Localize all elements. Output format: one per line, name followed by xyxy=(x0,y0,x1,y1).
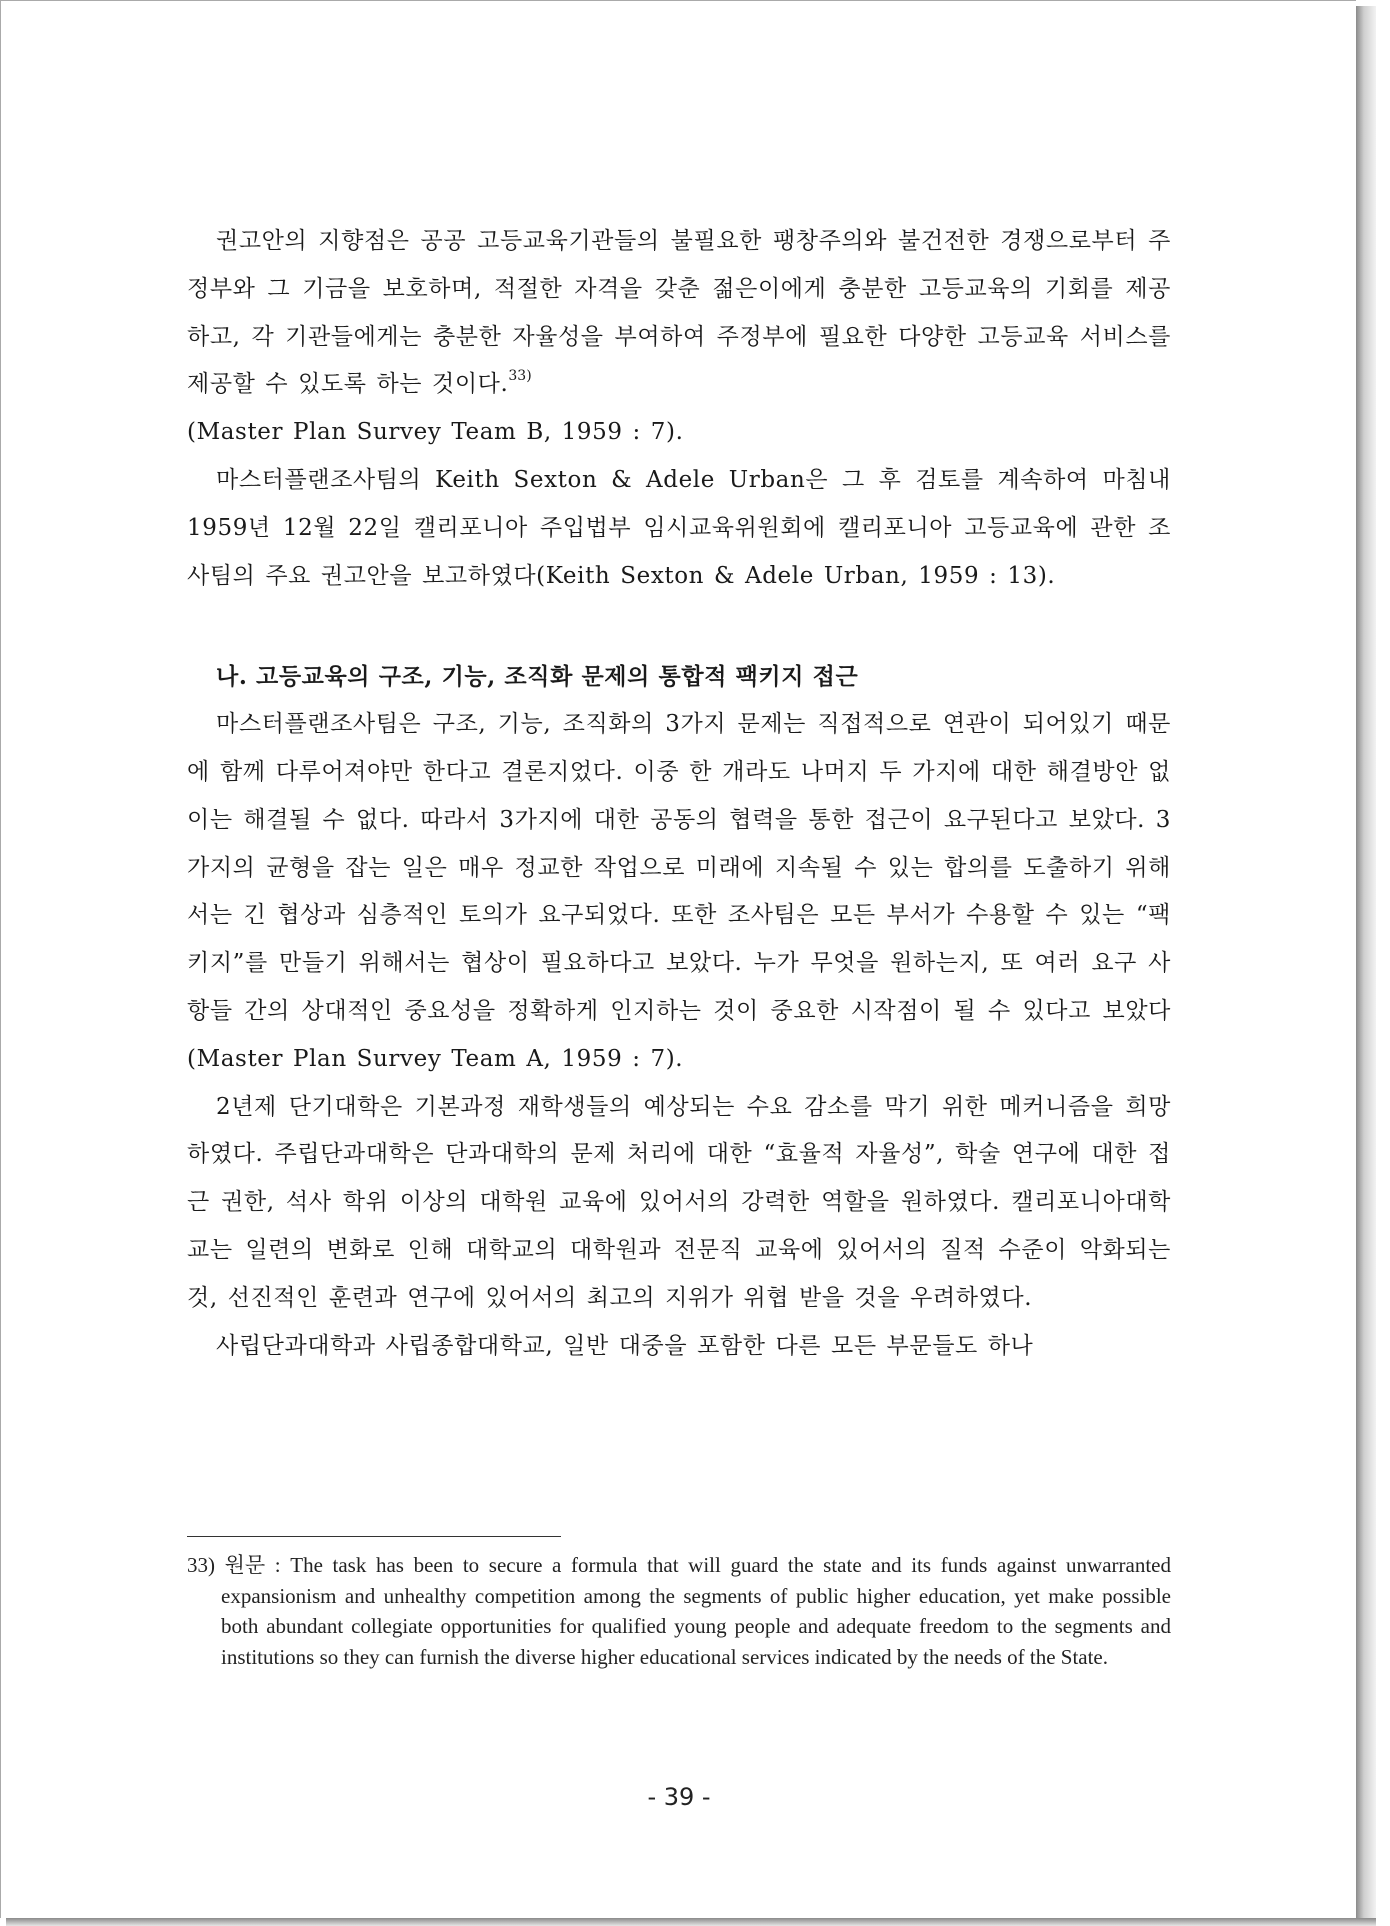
body-text xyxy=(187,218,1171,1370)
page-shadow-right xyxy=(1356,6,1376,1924)
footnote-label: 33) 원문 : xyxy=(187,1553,291,1577)
paragraph-segments: 2년제 단기대학은 기본과정 재학생들의 예상되는 수요 감소를 막기 위한 메커니즘을 희망하였다. 주립단과대학은 단과대학의 문제 처리에 대한 “효율적 자율성”, 학술 연구에 대한 접근 권한, 석사 학위 이상의 대학원 교육에 있어서의 강력한 역할을 원하였다. 캘리포니아대학교는 일련의 변화로 인해 대학교의 대학원과 전문직 교육에 있어서의 질적 수준이 악화되는 것, 선진적인 훈련과 연구에 있어서의 최고의 지위가 위협 받을 것을 우려하였다. xyxy=(187,1093,1171,1311)
paragraph-private-colleges: 사립단과대학과 사립종합대학교, 일반 대중을 포함한 다른 모든 부문들도 하나 xyxy=(216,1332,1034,1359)
paragraph-recommendation xyxy=(187,218,1171,457)
footnote-33 xyxy=(187,1550,1171,1672)
paragraph-report: 마스터플랜조사팀의 Keith Sexton & Adele Urban은 그 후 검토를 계속하여 마침내 1959년 12월 22일 캘리포니아 주입법부 임시교육위원회에 캘리포니아 고등교육에 관한 조사팀의 주요 권고안을 보고하였다(Keith Sexton & Adele Urban, 1959 : 13). xyxy=(187,466,1171,589)
paragraph-text: 권고안의 지향점은 공공 고등교육기관들의 불필요한 팽창주의와 불건전한 경쟁으로부터 주정부와 그 기금을 보호하며, 적절한 자격을 갖춘 젊은이에게 충분한 고등교육의 기회를 제공하고, 각 기관들에게는 충분한 자율성을 부여하여 주정부에 필요한 다양한 고등교육 서비스를 제공할 수 있도록 하는 것이다. xyxy=(187,228,1171,398)
footnote-reference: 33) xyxy=(508,368,532,385)
footnote-text: The task has been to secure a formula that will guard the state and its funds against unwarranted expansionism and unhealthy competition among the segments of public higher education, yet make possible both abundant collegiate opportunities for qualified young people and adequate freedom to the segments and institutions so they can furnish the diverse higher educational services indicated by the needs of the State. xyxy=(221,1553,1171,1669)
paragraph-package-approach: 마스터플랜조사팀은 구조, 기능, 조직화의 3가지 문제는 직접적으로 연관이 되어있기 때문에 함께 다루어져야만 한다고 결론지었다. 이중 한 개라도 나머지 두 가지에 대한 해결방안 없이는 해결될 수 없다. 따라서 3가지에 대한 공동의 협력을 통한 접근이 요구된다고 보았다. 3가지의 균형을 잡는 일은 매우 정교한 작업으로 미래에 지속될 수 있는 합의를 도출하기 위해서는 긴 협상과 심층적인 토의가 요구되었다. 또한 조사팀은 모든 부서가 수용할 수 있는 “팩키지”를 만들기 위해서는 협상이 필요하다고 보았다. 누가 무엇을 원하는지, 또 여러 요구 사항들 간의 상대적인 중요성을 정확하게 인지하는 것이 중요한 시작점이 될 수 있다고 보았다(Master Plan Survey Team A, 1959 : 7). xyxy=(187,711,1171,1072)
section-heading: 나. 고등교육의 구조, 기능, 조직화 문제의 통합적 팩키지 접근 xyxy=(216,663,859,691)
footnote-divider xyxy=(187,1536,561,1537)
page-number: - 39 - xyxy=(647,1783,711,1811)
paragraph-citation: (Master Plan Survey Team B, 1959 : 7). xyxy=(187,419,684,446)
page-shadow-bottom xyxy=(6,1918,1376,1926)
